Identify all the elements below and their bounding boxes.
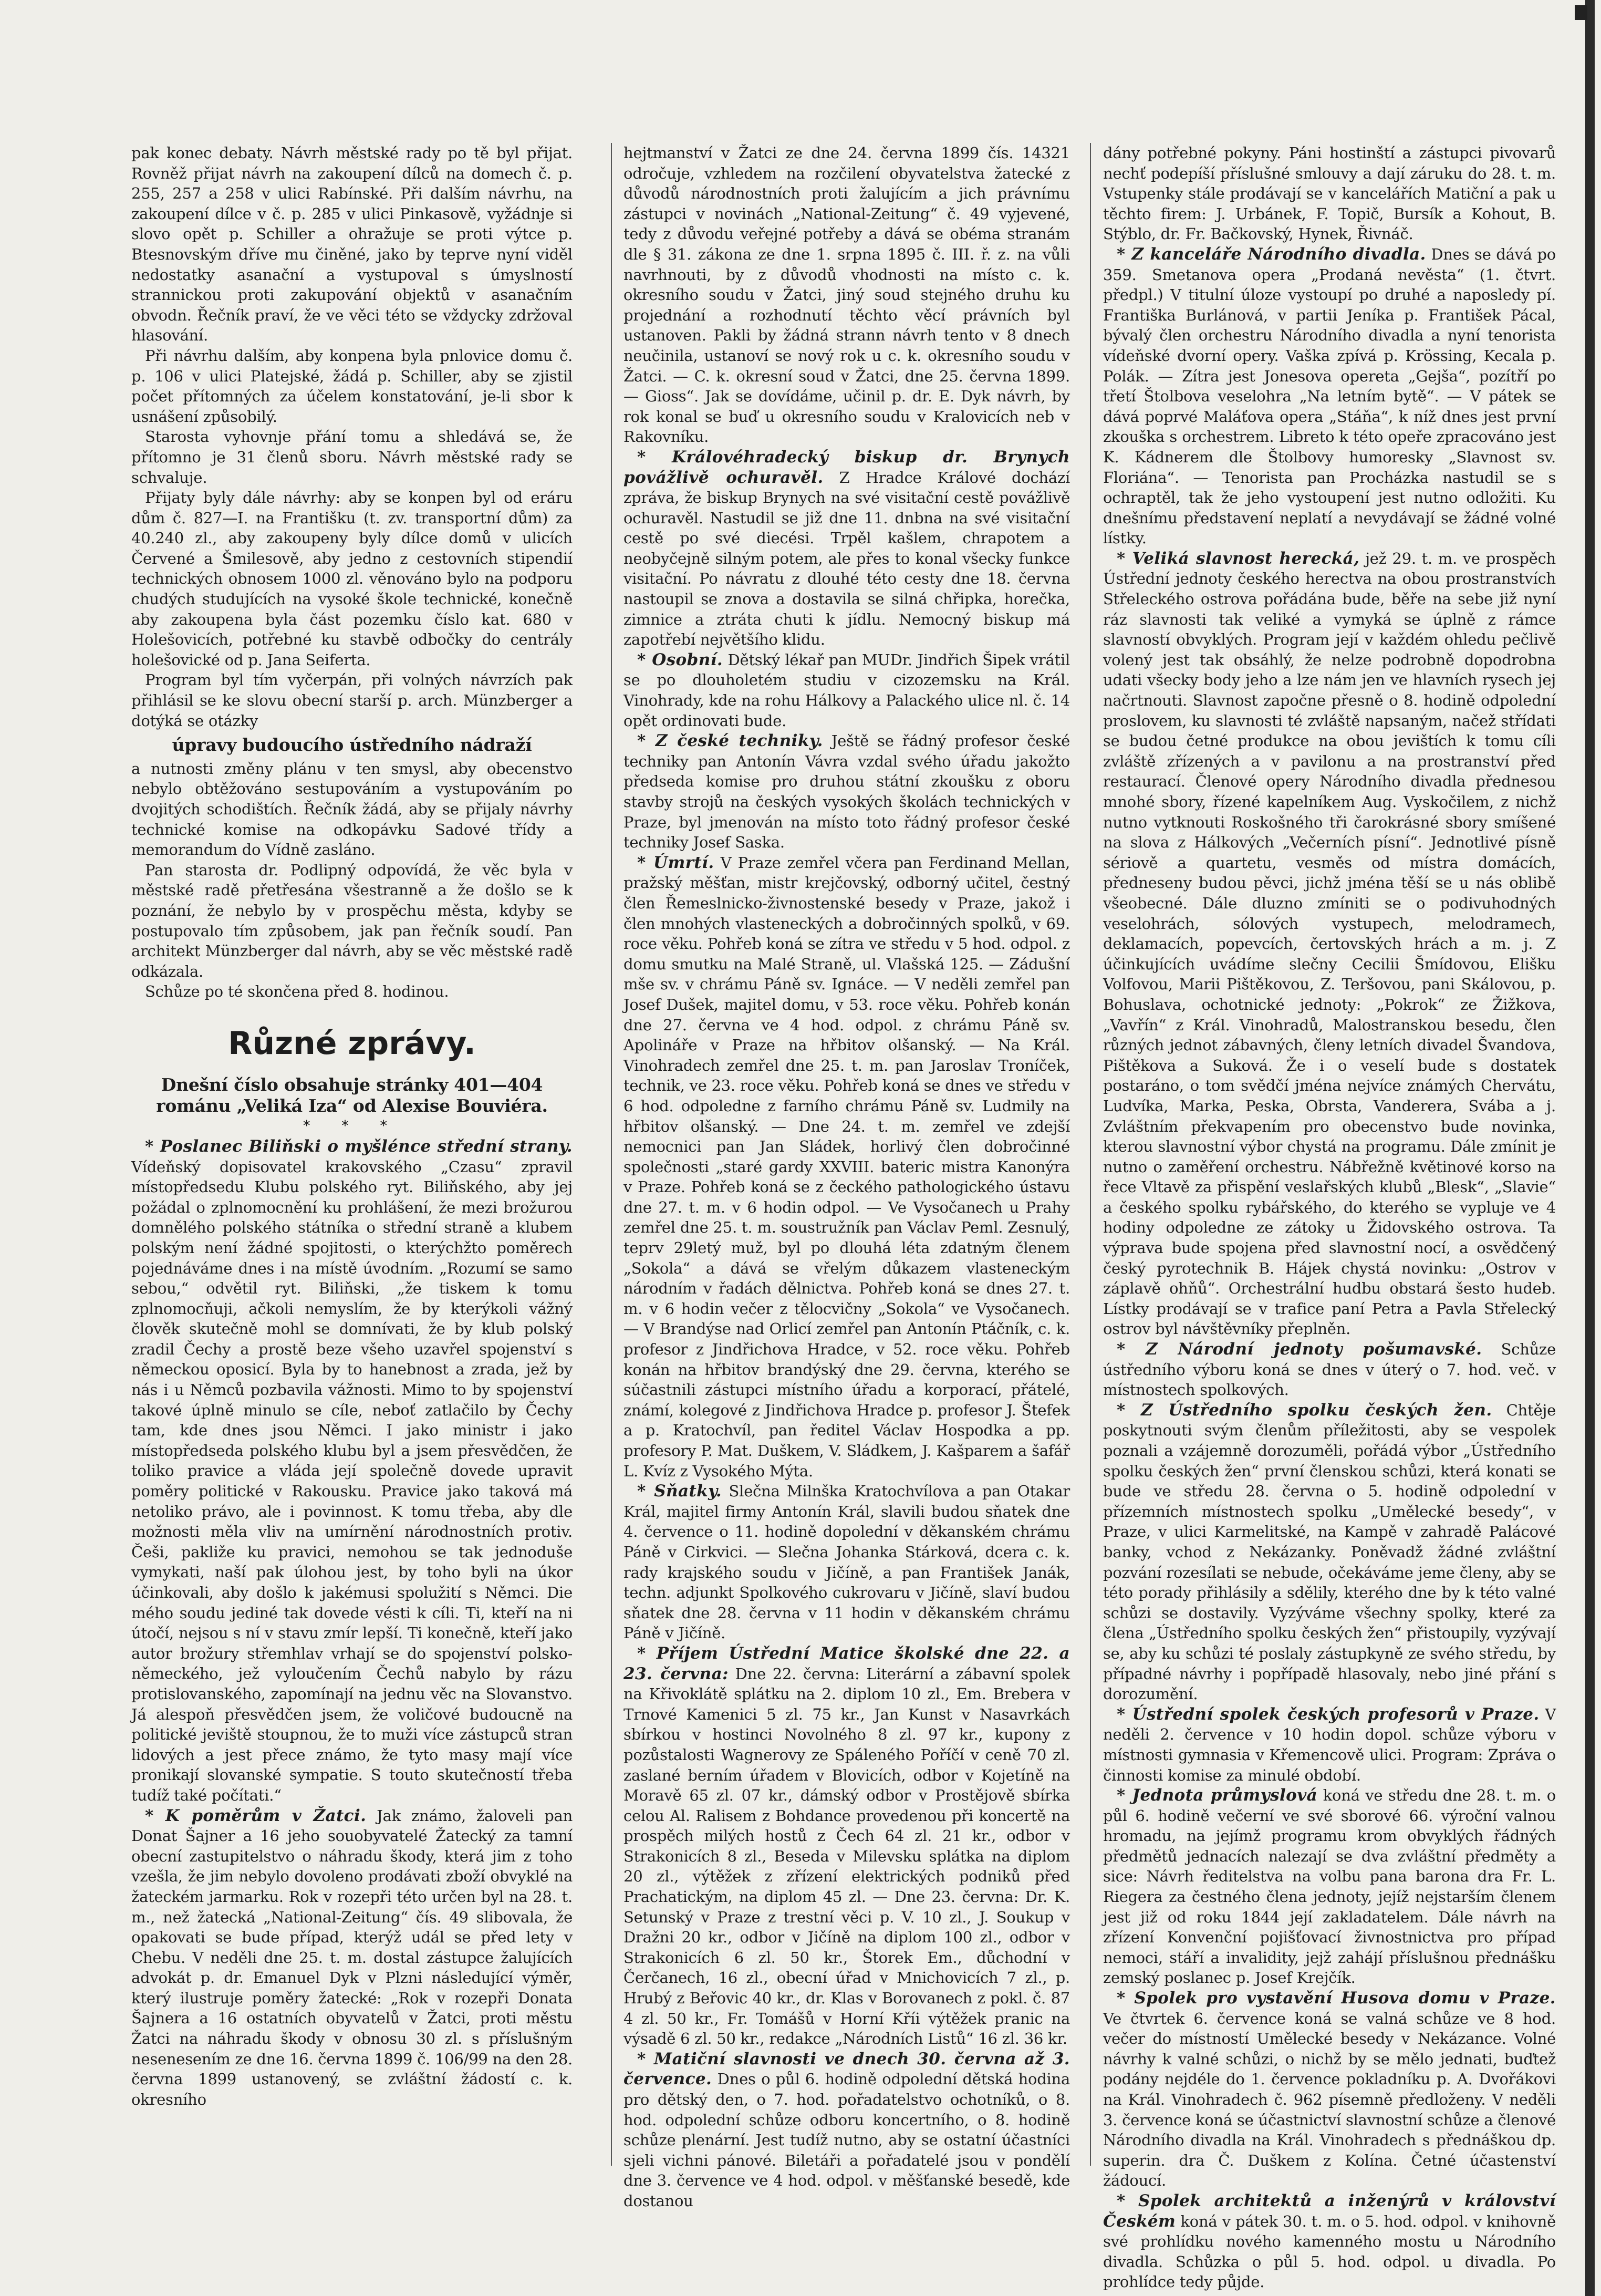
article-body: Schůze ústředního výboru koná se dnes v úterý o 7. hod. več. v místnostech spolkových. — [1103, 1340, 1556, 1399]
article-heading: * Jednota průmyslová — [1117, 1786, 1318, 1805]
article-body: koná v pátek 30. t. m. o 5. hod. odpol. v knihovně své prohlídku nového kamenného mostu u Národního divadla. Schůzka o půl 5. hod. odpol. u divadla. Po prohlídce tedy půjde. — [1103, 2212, 1556, 2291]
article-heading: * Spolek pro vystavění Husova domu v Praze. — [1117, 1989, 1556, 2008]
article-body: Dětský lékař pan MUDr. Jindřich Šipek vrátil se po dlouholetém studiu v cizozemsku na Král. Vinohrady, kde na rohu Hálkovy a Palackého ulice nl. č. 14 opět ordinovati bude. — [623, 650, 1070, 730]
article-heading: * Ústřední spolek českých profesorů v Praze. — [1117, 1704, 1540, 1724]
article-body: V neděli 2. července v 10 hodin dopol. schůze výboru v místnosti gymnasia v Křemencově ulici. Program: Zpráva o činnosti komise za minulé období. — [1103, 1705, 1556, 1784]
column-3 — [1103, 143, 1556, 2291]
paragraph: Starosta vyhovnje přání tomu a shledává se, že přítomno je 31 členů sboru. Návrh městské rady se schvaluje. — [131, 428, 573, 487]
article-body: Ve čtvrtek 6. července koná se valná schůze ve 8 hod. večer do místností Umělecké besedy v Nekázance. Volné návrhy k valné schůzi, o nichž by se mělo jednati, buďtež podány nejdéle do 1. července pokladníku p. A. Dvořákovi na Král. Vinohradech č. 962 písemně předloženy. V neděli 3. července koná se účastnictví slavnostní schůze a členové Národního divadla na Král. Vinohradech s přednáškou dp. superin. dra Č. Duškem z Kolína. Četné účastenství žádoucí. — [1103, 2009, 1556, 2190]
corner-mark — [1575, 5, 1587, 20]
separator-stars: * * * — [303, 1118, 401, 1134]
article-body: koná ve středu dne 28. t. m. o půl 6. hodině večerní ve své sborové 66. výroční valnou hromadu, na jejímž programu krom obvyklých řádných předmětů jednacích nalezají se dva zvláštní předměty a sice: Návrh ředitelstva na volbu pana barona dra Fr. L. Riegera za čestného člena jednoty, jejíž nejstarším členem jest již od roku 1844 její zakladatelem. Dále návrh na zřízení Konvenční pojišťovací živnostnictva pro případ nemoci, stáří a invalidity, jejž zahájí příslušnou přednášku zemský poslanec p. Josef Krejčík. — [1103, 1786, 1556, 1987]
subheading: úpravy budoucího ústředního nádraží — [172, 735, 532, 756]
article-heading: * Matiční slavnosti ve dnech 30. června až 3. července. — [623, 2049, 1070, 2089]
article-heading: * Z české techniky. — [637, 731, 823, 751]
article-heading: * Příjem Ústřední Matice školské dne 22. a 23. června: — [623, 1643, 1070, 1683]
paragraph: Program byl tím vyčerpán, při volných návrzích pak přihlásil se ke slovu obecní starší p. arch. Münzberger a dotýká se otázky — [131, 671, 573, 730]
paragraph: pak konec debaty. Návrh městské rady po tě byl přijat. Rovněž přijat návrh na zakoupení dílců na domech č. p. 255, 257 a 258 v ulici Rabínské. Při dalším návrhu, na zakoupení dílce v č. p. 285 v ulici Pinkasově, vyžádnje si slovo opět p. Schiller a ohražuje se proti výtce p. Btesnovským dříve mu činěné, jako by teprve nyní viděl nedostatky asanační a vystupoval s úmyslností strannickou proti zakupování objektů v asanačním obvodn. Řečník praví, že ve věci této se vždycky zdržoval hlasování. — [131, 144, 573, 345]
paragraph: Přijaty byly dále návrhy: aby se konpen byl od eráru dům č. 827—I. na Františku (t. zv. transportní dům) za 40.240 zl., aby zakoupeny byly dílce domů v ulicích Červené a Šmilesově, aby jedno z cestovních stipendií technických obnosem 1000 zl. věnováno bylo na podporu chudých studujících na vysoké škole technické, konečně aby zakoupena byla část pozemku číslo kat. 680 v Holešovicích, potřebné ku stavbě odbočky do centrály holešovické od p. Jana Seiferta. — [131, 489, 573, 669]
article-body: Slečna Milnška Kratochvílova a pan Otakar Král, majitel firmy Antonín Král, slavili budou sňatek dne 4. července o 11. hodině dopolední v děkanském chrámu Páně v Cirkvici. — Slečna Johanka Stárková, dcera c. k. rady krajského soudu v Jičíně, a pan František Janák, techn. adjunkt Spolkového cukrovaru v Jičíně, slaví budou sňatek dne 28. června v 11 hodin v děkanském chrámu Páně v Jičíně. — [623, 1482, 1070, 1642]
article-heading: * Spolek architektů a inženýrů v království Českém — [1103, 2191, 1556, 2231]
article-heading: * Úmrtí. — [637, 853, 714, 872]
article-body: Dnes o půl 6. hodině odpolední dětská hodina pro dětský den, o 7. hod. pořadatelstvo ochotníků, o 8. hod. odpolední schůze odboru koncertního, o 8. hodině schůze plenární. Jest tudíž nutno, aby se ostatní účastníci sjeli vichni pánové. Biletáři a pořadatelé jsou v pondělí dne 3. července ve 4 hod. odpol. v měšťanské besedě, kde dostanou — [623, 2070, 1070, 2210]
paragraph: Schůze po té skončena před 8. hodinou. — [145, 982, 449, 1001]
article-body: Chtěje poskytnouti svým členům příležitosti, aby se vespolek poznali a vzájemně dorozuměli, pořádá výbor „Ústředního spolku českých žen“ první členskou schůzi, která konati se bude ve středu 28. června o 5. hodině odpolední v přízemních místnostech spolku „Umělecké besedy“, v Praze, v ulici Karmelitské, na Kampě v zahradě Palácové banky, vchod z Nekázanky. Poněvadž žádné zvláštní pozvání rozesílati se nebude, očekáváme jeme členy, aby se této porady přihlásily a sdělily, kterého dne by k této valné schůzi se dostavily. Vyzýváme všechny spolky, které za člena „Ústředního spolku českých žen“ přistoupily, vyzývají se, aby ku schůzi té poslaly zástupkyně ze svého středu, by případné návrhy i popřípadě hlasovaly, nebo jiné přání s dorozumění. — [1103, 1401, 1556, 1703]
paragraph: Při návrhu dalším, aby konpena byla pnlovice domu č. p. 106 v ulici Platejské, žádá p. Schiller, aby se zjistil počet přítomných za účelem konstatování, je-li sbor k usnášení způsobilý. — [131, 346, 573, 426]
article-body: Jak známo, žaloveli pan Donat Šajner a 16 jeho souobyvatelé Žatecký za tamní obecní zastupitelstvo o náhradu škody, která jim z toho vzešla, že jim nebylo dovoleno prodávati zboží obvyklé na žateckém jarmarku. Rok v rozepři této určen byl na 28. t. m., než žatecká „National-Zeitung“ čís. 49 slibovala, že opakovati se bude případ, kterýž udál se před lety v Chebu. V neděli dne 25. t. m. dostal zástupce žalujících advokát p. dr. Emanuel Dyk v Plzni následující výměr, který ilustruje poměry žatecké: „Rok v rozepři Donata Šajnera a 16 ostatních obyvatelů v Žatci, proti městu Žatci na náhradu škody v obnosu 30 zl. s příslušným nesenesením ze dne 16. června 1899 č. 106/99 na den 28. června 1899 ustanovený, se zvláštní žádostí c. k. okresního — [131, 1806, 573, 2108]
article-body: Ještě se řádný profesor české techniky pan Antonín Vávra vzdal svého úřadu jakožto předseda komise pro druhou státní zkoušku z oboru stavby strojů na českých vysokých školách technických v Praze, byl jmenován na místo toto řádný profesor české techniky Josef Saska. — [623, 732, 1070, 852]
article-heading: * Osobní. — [637, 650, 723, 669]
article-body: Z Hradce Králové dochází zpráva, že biskup Brynych na své visitační cestě povážlivě ochuravěl. Nastudil se již dne 11. dnbna na své visitační cestě po své diecési. Trpěl kašlem, chrapotem a neobyčejně silným potem, ale přes to konal všecky funkce visitační. Po návratu z dlouhé této cesty dne 18. června nastoupil se znova a dostavila se silná chřipka, horečka, zimnice a ztráta chuti k jídlu. Nemocný biskup má zapotřebí největšího klidu. — [623, 468, 1070, 649]
article-heading: * Poslanec Biliňski o myšlénce střední strany. — [145, 1136, 573, 1156]
article-heading: * Sňatky. — [637, 1482, 722, 1501]
article-body: Vídeňský dopisovatel krakovského „Czasu“ zpravil místopředsedu Klubu polského ryt. Biliňského, aby jej požádal o zplnomocnění ku prohlášení, že mezi brožurou domnělého polského státníka o střední straně a klubem polským není žádné spojitosti, o kterýchžto poměrech pojednáváme dnes i na místě úvodním. „Rozumí se samo sebou,“ odvětil ryt. Biliňski, „že tiskem k tomu zplnomocňuji, ačkoli nemyslím, že by kterýkoli vážný člověk skutečně mohl se domnívati, že by klub polský zradil Čechy a prostě beze všeho uzavřel spojenství s německou oposicí. Byla by to hanebnost a zrada, jež by nás i u Němců pozbavila vážnosti. Mimo to by spojenství takové úplně minulo se cíle, neboť zatlačilo by Čechy tam, kde dnes jsou Němci. I jako ministr i jako místopředseda polského klubu byl a jsem přesvědčen, že toliko pravice a vláda její společně dovede upravit poměry politické v Rakousku. Pravice jako taková má netoliko právo, ale i povinnost. K tomu třeba, aby dle možnosti měla vliv na umírnění národnostních protiv. Češi, pakliže ku pravici, nemohou se tak jednoduše vymykati, naší pak úlohou jest, by toho byli na úkor účinkovali, aby došlo k jakémusi spolužití s Němci. Die mého soudu jediné tak dovede vésti k cíli. Ti, kteří na ni útočí, nejsou s ní v stavu zmír lepší. Ti konečně, kteří jako autor brožury střemhlav vrhají se do spojenství polsko-německého, jež vyloučením Čechů nabylo by rázu protislovanského, zapomínají na jednu věc na Slovanstvo. Já alespoň přesvědčen jsem, že voličové budoucně na politické jeviště stoupnou, že to muži více zástupců stran lidových a jest přece známo, že tyto masy mají více pronikají slovanské sympatie. S touto skutečností třeba tudíž také počítati.“ — [131, 1157, 573, 1804]
paragraph: hejtmanství v Žatci ze dne 24. června 1899 čís. 14321 odročuje, vzhledem na rozčilení obyvatelstva žatecké z důvodů národnostních proti žalujícím a jich právnímu zástupci v novinách „National-Zeitung“ č. 49 vyjevené, tedy z důvodu veřejné potřeby a dává se obéma stranám dle § 31. zákona ze dne 1. srpna 1895 č. III. ř. z. na vůli navrhnouti, by z důvodů vhodnosti na místo c. k. okresního soudu v Žatci, jiný soud stejného druhu ku projednání a rozhodnutí těchto věcí právních byl ustanoven. Pakli by žádná strann návrh tento v 8 dnech neučinila, ustanoví se nový rok u c. k. okresního soudu v Žatci. — C. k. okresní soud v Žatci, dne 25. června 1899. — Gioss“. Jak se dovídáme, učinil p. dr. E. Dyk návrh, by rok konal se buď u okresního soudu v Kralovicích neb v Rakovníku. — [623, 144, 1070, 446]
article-body: V Praze zemřel včera pan Ferdinand Mellan, pražský měšťan, mistr krejčovský, odborný učitel, čestný člen Řemeslnicko-živnostenské besedy v Praze, jakož i člen mnohých vlasteneckých a dobročinných spolků, v 69. roce věku. Pohřeb koná se zítra ve středu v 5 hod. odpol. z domu smutku na Malé Straně, ul. Vlašská 125. — Zádušní mše sv. v chrámu Páně sv. Ignáce. — V neděli zemřel pan Josef Dušek, majitel domu, v 53. roce věku. Pohřeb konán dne 27. června ve 4 hod. odpol. z chrámu Páně sv. Apolináře v Praze na hřbitov olšanský. — Na Král. Vinohradech zemřel dne 25. t. m. pan Jaroslav Troníček, technik, ve 23. roce věku. Pohřeb koná se dnes ve středu v 6 hod. odpoledne z farního chrámu Páně sv. Ludmily na hřbitov olšanský. — Dne 24. t. m. zemřel ve zdejší nemocnici pan Jan Sládek, horlivý člen dobročinné společnosti „staré gardy XXVIII. bateric mistra Kanonýra v Praze. Pohřeb koná se z čeckého pathologického ústavu dne 27. t. m. v 6 hodin odpol. — Ve Vysočanech u Prahy zemřel dne 25. t. m. soustružník pan Václav Peml. Zesnulý, teprv 29letý muž, byl po dlouhá léta zdatným členem „Sokola“ a dává se vřelým důkazem vlasteneckým národním v řadách dělnictva. Pohřeb koná se dnes 27. t. m. v 6 hodin večer z tělocvičny „Sokola“ ve Vysočanech. — V Brandýse nad Orlicí zemřel pan Antonín Ptáčník, c. k. profesor z Jindřichova Hradce, v 52. roce věku. Pohřeb konán na hřbitov brandýský dne 29. června, kterého se súčastnili zástupci místního úřadu a korporací, přátelé, známí, kolegové z Jindřichova Hradce p. profesor J. Štefek a p. Kratochvíl, pan ředitel Václav Hospodka a pp. profesory P. Mat. Duškem, V. Sládkem, J. Kašparem a šafář L. Kvíz z Vysokého Mýta. — [623, 853, 1070, 1480]
paragraph: a nutnosti změny plánu v ten smysl, aby obecenstvo nebylo obtěžováno sestupováním a vystupováním po dvojitých schodištích. Řečník žádá, aby se přijaly návrhy technické komise na odkopávku Sadové třídy a memorandum do Vídně zasláno. — [131, 759, 573, 859]
article-body: Dne 22. června: Literární a zábavní spolek na Křivoklátě splátku na 2. diplom 10 zl., Em. Brebera v Trnové Kamenici 5 zl. 75 kr., Jan Kunst v Nasavrkách sbírkou v hostinci Novolného 8 zl. 97 kr., kupony z pozůstalosti Wagnerovy ze Spáleného Poříčí v ceně 70 zl. zaslané berním úřadem v Blovicích, odbor v Kojetíně na Moravě 65 zl. 07 kr., dámský odbor v Prostějově sbírka celou Al. Ralisem z Bohdance provedenou při koncertě na prospěch milých hostů z Čech 64 zl. 21 kr., odbor v Strakonicích 8 zl., Beseda v Milevsku splátka na diplom 20 zl., výtěžek z zřízení elektrických podniků před Prachatickým, na diplom 45 zl. — Dne 23. června: Dr. K. Setunský v Praze z trestní věci p. V. 10 zl., J. Soukup v Dražni 20 kr., odbor v Jičíně na diplom 100 zl., odbor v Strakonicích 6 zl. 50 kr., Štorek Em., důchodní v Čerčanech, 16 zl., obecní úřad v Mnichovicích 7 zl., p. Hrubý z Beřovic 40 kr., dr. Klas v Borovanech z pokl. č. 87 4 zl. 50 kr., Fr. Tomášů v Horní Kříi výtěžek pranic na výsadě 6 zl. 50 kr., redakce „Národních Listů“ 16 zl. 36 kr. — [623, 1664, 1070, 2048]
paragraph: Pan starosta dr. Podlipný odpovídá, že věc byla v městské radě přetřesána všestranně a že došlo se k poznání, že nebylo by v prospěchu města, kdyby se postupovalo tím způsobem, jak pan řečník soudí. Pan architekt Münzberger dal návrh, aby se věc městské radě odkázala. — [131, 861, 573, 980]
columns — [131, 143, 1556, 2291]
article-body: jež 29. t. m. ve prospěch Ústřední jednoty českého herectva na obou prostranstvích Střeleckého ostrova pořádána bude, běře na sebe již nyní ráz slavnosti tak veliké a vymyká se úplně z rámce slavností obvyklých. Program její v každém ohledu pečlivě volený jest tak obsáhlý, že nelze podrobně dopodrobna udati všecky body jeho a lze nám jen ve hlavních rysech jej načrtnouti. Slavnost započne přesně o 8. hodině odpolední proslovem, ku slavnosti té zvláště napsaným, načež střídati se budou četné produkce na obou jevištích k tomu cíli zvláště zřízených a v pavilonu a na prostranství před restaurací. Členové opery Národního divadla přednesou mnohé sbory, řízené kapelníkem Aug. Vyskočilem, z nichž nutno vytknouti Roskošného tři čarokrásné sbory smíšené na slova z Hálkových „Večerních písní“. Jednotlivé písně sériově a quartetu, vesměs od místra domácích, předneseny budou pěvci, jichž jména těší se u nás oblibě všeobecné. Dále dluzno zmíniti se o podivuhodných veselohrách, sólových vystupech, melodramech, deklamacích, popevcích, čertovských hrách a m. j. Z účinkujících uvádíme slečny Cecilii Šmídovou, Elišku Volfovou, Marii Pištěkovou, Z. Teršovou, pani Skálovou, p. Bohuslava, ochotnické jednoty: „Pokrok“ ze Žižkova, „Vavřín“ z Král. Vinohradů, Malostranskou besedu, člen různých jednot zábavných, členy letních divadel Švandova, Pištěkova a Suková. Že i o veselí bude s dostatek postaráno, o tom svědčí jména nejvíce známých Chervátu, Ludvíka, Marka, Peska, Obrsta, Vanderera, Svába a j. Zvláštním překvapením pro obecenstvo bude novinka, kterou slavnostní výbor chystá na programu. Dále zmínit je nutno o zaměření orchestru. Nábřežně květinové korso na řece Vltavě za přispění veslařských klubů „Blesk“, „Slavie“ a českého spolku rybářského, do kterého se vypluje ve 4 hodiny odpoledne ze zátoky u Židovského ostrova. Ta výprava bude spojena před slavnostní nocí, a osvědčený český pyrotechnik B. Hájek chystá novinku: „Ostrov v záplavě ohňů“. Orchestrální hudbu obstará šesto hudeb. Lístky prodávají se v trafice paní Petra a Pavla Střelecký ostrov byl návštěvníky přeplněn. — [1103, 549, 1556, 1338]
article-heading: * Z Ústředního spolku českých žen. — [1117, 1400, 1492, 1420]
column-2 — [623, 143, 1070, 2210]
section-heading: Různé zprávy. — [228, 1025, 476, 1062]
notice: Dnešní číslo obsahuje stránky 401—404 románu „Veliká Iza“ od Alexise Bouviéra. — [156, 1074, 548, 1116]
article-heading: * Z Národní jednoty pošumavské. — [1117, 1340, 1482, 1359]
article-heading: * K poměrům v Žatci. — [145, 1806, 367, 1825]
article-heading: * Královéhradecký biskup dr. Brynych povážlivě ochuravěl. — [623, 447, 1070, 487]
article-heading: * Veliká slavnost herecká, — [1117, 549, 1360, 568]
scan-edge-border — [1585, 0, 1595, 2296]
column-1 — [131, 143, 573, 2166]
paragraph: dány potřebné pokyny. Páni hostinští a zástupci pivovarů nechť podepíší příslušné smlouvy a dají záruku do 28. t. m. Vstupenky stále prodávají se v kancelářích Matiční a pak u těchto firem: J. Urbánek, F. Topič, Bursík a Kohout, B. Stýblo, dr. Fr. Bačkovský, Hynek, Řivnáč. — [1103, 144, 1556, 243]
article-heading: * Z kanceláře Národního divadla. — [1117, 244, 1426, 264]
article-body: Dnes se dává po 359. Smetanova opera „Prodaná nevěsta“ (1. čtvrt. předpl.) V titulní úloze vystoupí po druhé a naposledy pí. Františka Burlánová, v partii Jeníka p. František Pácal, bývalý člen orchestru Národního divadla a nyní tenorista vídeňské dvorní opery. Vaška zpívá p. Krössing, Kecala p. Polák. — Zítra jest Jonesova opereta „Gejša“, pozítří po třetí Štolbova veselohra „Na letním bytě“. — V pátek se dává poprvé Maláťova opera „Stáňa“, k níž dnes jest první zkouška s orchestrem. Libreto k této opeře zpracováno jest K. Kádnerem dle Štolbovy humoresky „Slavnost sv. Floriána“. — Tenorista pan Procházka nastudil se s ochraptěl, tak že jeho vystoupení jest nutno odložiti. Ku dnešnímu představení neplatí a nevydávají se žádné volné lístky. — [1103, 245, 1556, 547]
